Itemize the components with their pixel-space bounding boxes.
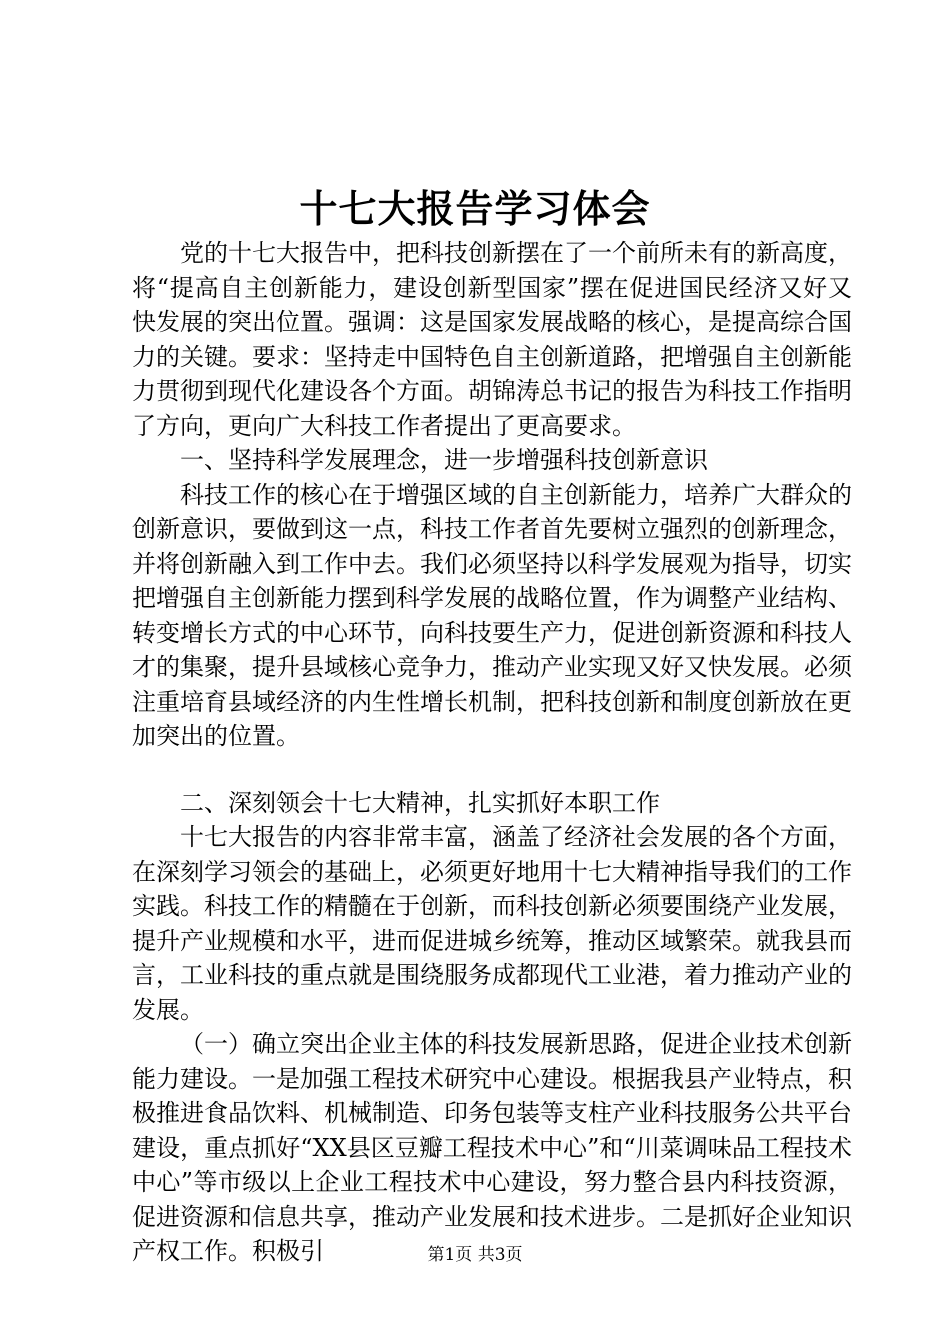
section-heading-1: 一、坚持科学发展理念，进一步增强科技创新意识 bbox=[180, 446, 708, 474]
document-title: 十七大报告学习体会 bbox=[299, 186, 651, 231]
section-heading-2: 二、深刻领会十七大精神，扎实抓好本职工作 bbox=[180, 788, 660, 817]
page-footer: 第1页 共3页 bbox=[427, 1245, 523, 1265]
document-body bbox=[132, 236, 852, 1269]
paragraph-section-1: 科技工作的核心在于增强区域的自主创新能力，培养广大群众的创新意识，要做到这一点，科技工作者首先要树立强烈的创新理念，并将创新融入到工作中去。我们必须坚持以科学发展观为指导，切实把增强自主创新能力摆到科学发展的战略位置，作为调整产业结构、转变增长方式的中心环节，向科技要生产力，促进创新资源和科技人才的集聚，提升县域核心竞争力，推动产业实现又好又快发展。必须注重培育县域经济的内生性增长机制，把科技创新和制度创新放在更加突出的位置。 bbox=[132, 480, 852, 750]
paragraph-section-2: 十七大报告的内容非常丰富，涵盖了经济社会发展的各个方面，在深刻学习领会的基础上，必须更好地用十七大精神指导我们的工作实践。科技工作的精髓在于创新，而科技创新必须要围绕产业发展，提升产业规模和水平，进而促进城乡统筹，推动区域繁荣。就我县而言，工业科技的重点就是围绕服务成都现代工业港，着力推动产业的发展。 bbox=[132, 823, 852, 1024]
paragraph-subsection-1: （一）确立突出企业主体的科技发展新思路，促进企业技术创新能力建设。一是加强工程技术研究中心建设。根据我县产业特点，积极推进食品饮料、机械制造、印务包装等支柱产业科技服务公共平台建设，重点抓好“XX县区豆瓣工程技术中心”和“川菜调味品工程技术中心”等市级以上企业工程技术中心建设，努力整合县内科技资源，促进资源和信息共享，推动产业发展和技术进步。二是抓好企业知识产权工作。积极引 bbox=[132, 1030, 852, 1265]
blank-line bbox=[132, 754, 852, 786]
paragraph-intro: 党的十七大报告中，把科技创新摆在了一个前所未有的新高度，将“提高自主创新能力，建设创新型国家”摆在促进国民经济又好又快发展的突出位置。强调：这是国家发展战略的核心，是提高综合国力的关键。要求：坚持走中国特色自主创新道路，把增强自主创新能力贯彻到现代化建设各个方面。胡锦涛总书记的报告为科技工作指明了方向，更向广大科技工作者提出了更高要求。 bbox=[132, 239, 852, 440]
